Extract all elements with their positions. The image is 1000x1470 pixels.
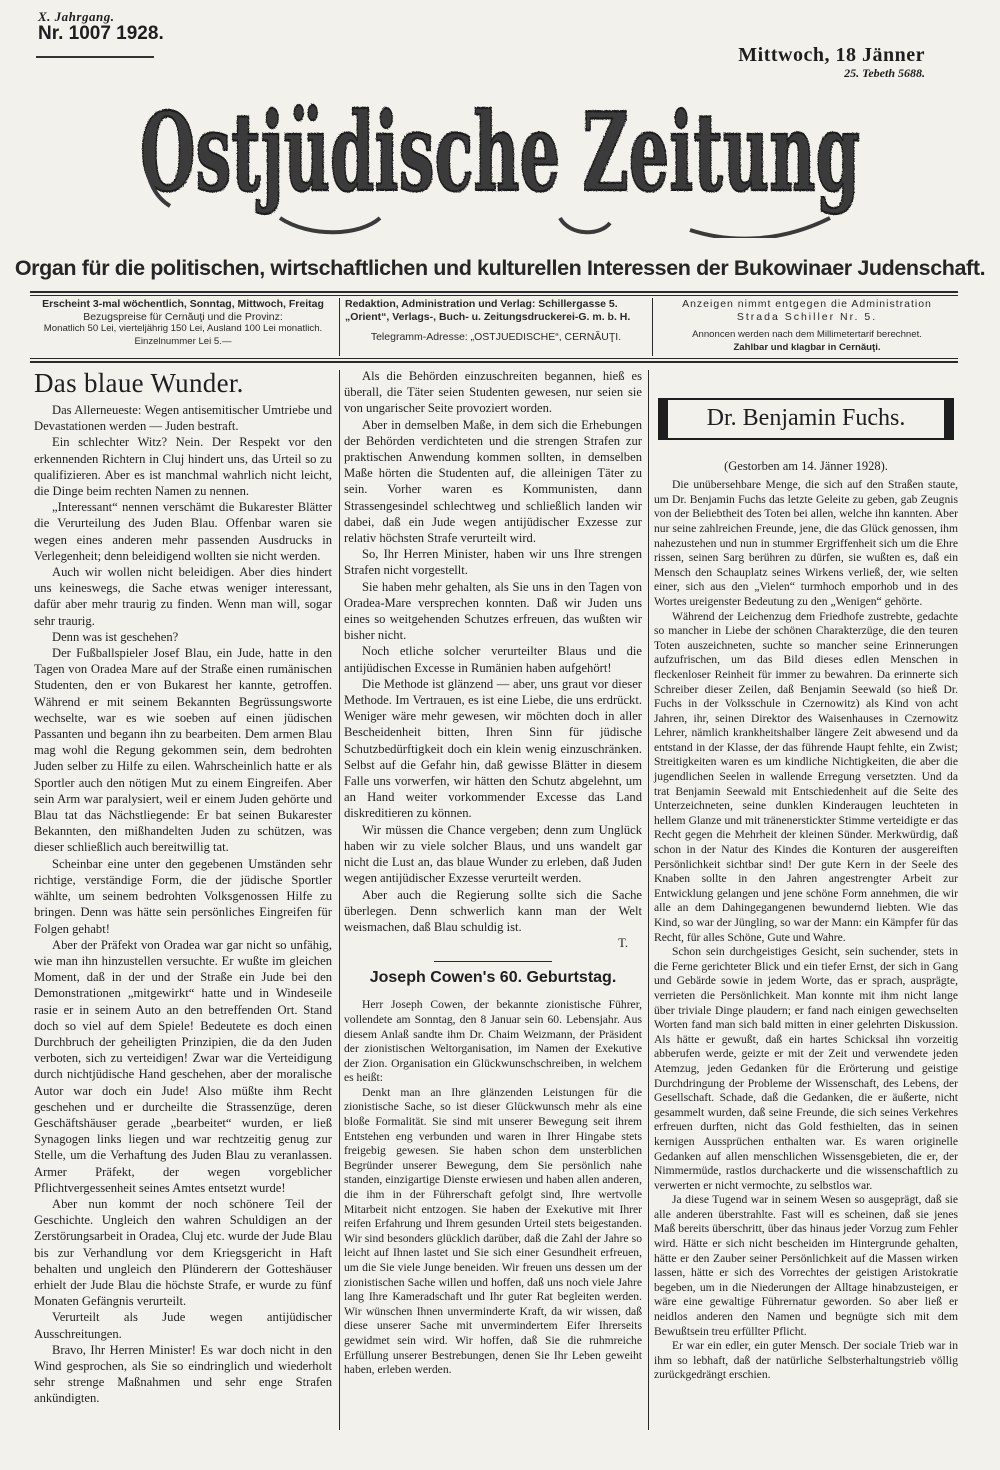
info-right-line-4: Zahlbar und klagbar in Cernăuţi.	[733, 341, 881, 353]
paragraph: Herr Joseph Cowen, der bekannte zionistische Führer, vollendete am Sonntag, den 8 Januar sein 60. Lebensjahr. Aus diesem Anlaß sandte ihm Dr. Chaim Weizmann, der Präsident der zionistischen Weltorganisation, im Namen der Exekutive der Zion. Organisation ein Glückwunschschreiben, in welchem es heißt:	[344, 998, 642, 1085]
volume-label: X. Jahrgang.	[38, 9, 115, 24]
paragraph: Aber auch die Regierung sollte sich die Sache überlegen. Denn schwerlich kann man der Welt weismachen, daß Blau schuldig ist.	[344, 887, 642, 934]
rule-bottom	[30, 361, 958, 363]
paragraph: Sie haben mehr gehalten, als Sie uns in den Tagen von Oradea-Mare versprechen konnten. Daß wir Juden uns eines so weitgehenden Schutzes erfreuen, das wußten wir bisher nicht.	[344, 579, 642, 643]
paragraph: Verurteilt als Jude wegen antijüdischer Ausschreitungen.	[34, 1310, 332, 1341]
paragraph: Aber in demselben Maße, in dem sich die Erhebungen der Behörden verdichteten und die strengen Strafen zur praktischen Anwendung kommen sollten, in demselben Maße hörten die Studenten auf, die alleinigen Täter zu sein. Vorher waren es Kommunisten, dann Strassengesindel schlechtweg und schließlich landen wir dabei, daß ein Jude wegen antijüdischer Exzesse zur relativ höchsten Strafe verurteilt wird.	[344, 417, 642, 546]
paragraph: Denkt man an Ihre glänzenden Leistungen für die zionistische Sache, so ist dieser Glückwunsch mehr als eine bloße Formalität. Sie sind mit unserer Bewegung seit ihrem Entstehen eng verbunden und waren in Ihrer Hingabe stets freigebig gewesen. Sie haben schon dem unsterblichen Begründer unserer Bewegung, dem Sie persönlich nahe standen, einzigartige Dienste erwiesen und haben allen anderen, die ihm in der Führerschaft gefolgt sind, Ihre wertvolle Mitarbeit nicht entzogen. Sie haben der Exekutive mit Ihrer reifen Erfahrung und Ihrem gesunden Urteil stets beigestanden. Wir sind besonders glücklich darüber, daß die Zahl der Jahre so leicht auf Ihnen lastet und Sie sich einer Gesundheit erfreuen, um die Sie viele Junge beneiden. Wir freuen uns dessen um der zionistischen Sache willen und hoffen, daß uns noch viele Jahre lang Ihre Kameradschaft und Ihr guter Rat begleiten werden. Wir wünschen Ihnen unverminderte Kraft, da wir wissen, daß diese unserer Sache mit unvermindertem Eifer Ihrerseits gewidmet sein wird. Wir hoffen, daß Sie die ruhmreiche Erfüllung unserer Bestrebungen, denen Sie Ihr Leben geweiht haben, erleben werden.	[344, 1085, 642, 1377]
info-right-line-2: Strada Schiller Nr. 5.	[736, 310, 878, 323]
info-divider-2	[652, 298, 653, 356]
issue-underline	[36, 56, 154, 58]
paragraph: Scheinbar eine unter den gegebenen Umständen sehr richtige, verständige Form, die der jüdische Sportler wählte, um seinem bedrohten Volksgenossen Hilfe zu bringen. Denn was hätte sein persönliches Eingreifen für Folgen gehabt!	[34, 856, 332, 936]
article-title-cowen: Joseph Cowen's 60. Geburtstag.	[369, 969, 617, 987]
issue-number: Nr. 1007 1928.	[38, 23, 164, 44]
article-title-fuchs: Dr. Benjamin Fuchs.	[658, 398, 954, 440]
paragraph: Ja diese Tugend war in seinem Wesen so ausgeprägt, daß sie alle anderen überstrahlte. Fast will es scheinen, daß sie jenes Maß bereits überschritt, über das hinaus jeder Vorzug zum Fehler wird. Hätte er sich nicht bescheiden im Hintergrunde gehalten, hätte er den Zauber seiner Persönlichkeit auf die Massen wirken lassen, hätte er sich des Vorrechtes der geistigen Aristokratie begeben, um in die Niederungen der Alltage hinabzusteigen, er wäre eine gewaltige Führernatur geworden. So aber ließ er neidlos anderen den Namen und begnügte sich mit dem Bewußtsein treu erfüllter Pflicht.	[654, 1193, 958, 1338]
info-left-line-2: Bezugspreise für Cernăuţi und die Provinz:	[83, 310, 283, 323]
info-middle-line-3: Telegramm-Adresse: „OSTJUEDISCHE“, CERNĂUŢI.	[370, 331, 622, 343]
paragraph: Ein schlechter Witz? Nein. Der Respekt vor den erkennenden Richtern in Cluj hindert uns, das Urteil so zu qualifizieren. Aber es ist manchmal wahrlich nicht leicht, die Dinge beim rechten Namen zu nennen.	[34, 435, 332, 499]
info-middle-line-1: Redaktion, Administration und Verlag: Schillergasse 5.	[345, 298, 618, 310]
masthead-flourish-bottom	[280, 218, 380, 232]
masthead-flourish-right	[690, 218, 830, 238]
article-separator	[434, 961, 552, 962]
paragraph: Aber der Präfekt von Oradea war gar nicht so unfähig, wie man ihn hinzustellen versuchte. Er wußte im gleichen Moment, daß in der und der Straße ein Jude bei den Demonstrationen „mitgewirkt“ hatte und in Windeseile rasie er in seinem Auto an den betreffenden Ort. Stand doch so viel auf dem Spiele! Bedeutete es doch einen Durchbruch der geheiligten Prinzipien, die da den Juden verboten, sich zu verteidigen! Zwar war die Verteidigung durch nichtjüdische Hand geschehen, aber der moralische Autor war doch ein Jude! Also müßte ihm Recht geschehen und er durcheilte die Strassenzüge, deren Geschäftshäuser gerade „bearbeitet“ wurden, er ließ Synagogen links liegen und war rechtzeitig genug zur Stelle, um die Verhaftung des Juden Blau zu veranlassen. Armer Präfekt, der wegen vorgeblicher Pflichtvergessenheit seines Amtes entsetzt wurde!	[34, 937, 332, 1195]
rule-bottom-thin	[30, 358, 958, 359]
paragraph: Auch wir wollen nicht beleidigen. Aber dies hindert uns keineswegs, die Sache etwas weniger interessant, dafür aber mehr traurig zu finden. Wenn man will, sogar sehr traurig.	[34, 565, 332, 628]
issue-date: Mittwoch, 18 Jänner	[738, 44, 925, 66]
column-3	[654, 380, 958, 1383]
paragraph: Denn was ist geschehen?	[52, 629, 179, 644]
date-block	[680, 44, 925, 80]
info-left-line-4: Einzelnummer Lei 5.—	[134, 335, 232, 347]
info-left-line-1: Erscheint 3-mal wöchentlich, Sonntag, Mittwoch, Freitag	[42, 298, 324, 310]
subscription-info	[32, 298, 334, 350]
article-subtitle-fuchs: (Gestorben am 14. Jänner 1928).	[724, 459, 888, 473]
paragraph: Noch etliche solcher verurteilter Blaus und die antijüdischen Excesse in Rumänien haben aufgehört!	[344, 644, 642, 675]
info-right-line-1: Anzeigen nimmt entgegen die Administration	[682, 298, 932, 310]
rule-top-thin	[30, 295, 958, 296]
advertising-info	[658, 298, 956, 353]
paragraph: Er war ein edler, ein guter Mensch. Der sociale Trieb war in ihm so lebhaft, daß der natürliche Selbsterhaltungstrieb völlig zurückgedrängt erschien.	[654, 1339, 958, 1382]
article-title-blaue-wunder: Das blaue Wunder.	[34, 368, 244, 398]
info-right-line-3: Annoncen werden nach dem Millimetertarif berechnet.	[692, 329, 922, 340]
paragraph: Während der Leichenzug dem Friedhofe zustrebte, gedachte so mancher in Liebe der schönen Charakterzüge, die den teuren Toten auszeichneten, suchte so mancher seine Erinnerungen aufzufrischen, um das Bild dieses edlen Menschen in fleckenloser Reinheit für immer zu bewahren. Da erinnerte sich Schreiber dieser Zeilen, daß Benjamin Seewald (so hieß Dr. Fuchs in der Volksschule in Czernowitz) als Kind von acht Jahren, ihr, seinen Direktor des Waisenhauses in Czernowitz Lehrer, nämlich krankheitshalber längere Zeit abwesend und da entstand in der Klasse, der das führende Haupt fehlte, ein Zwist; Streitigkeiten waren es um kindliche Nichtigkeiten, die aber die jugendlichen Seelen in wallende Erregung versetzten. Und da trat Benjamin Seewald mit Entschiedenheit auf die Seite des Unterzeichneten, seine dunklen Kinderaugen leuchteten in hellem Glanze und mit tränenerstickter Stimme verteidigte er das Recht gegen die Mehrheit der kleinen Sünder. Merkwürdig, daß schon in der Natur des Kindes die Konturen der ausgereiften Persönlichkeit sichtbar sind! Der gute Kern in der Seele des Knaben sollte in den Jahren angestrengter Arbeit zur Entwicklung gelangen und jene schöne Form annehmen, die wir alle an dem Dahingegangenen bewundernd liebten. Wie das Kind, so war der Jüngling, so war der Mann: ein Kämpfer für das Recht, für alles Schöne, Gute und Wahre.	[654, 609, 958, 944]
info-divider-1	[339, 298, 340, 356]
rule-top	[30, 291, 958, 293]
issue-block	[38, 10, 164, 44]
paragraph: Die Methode ist glänzend — aber, uns graut vor dieser Methode. Im Vertrauen, es ist eine Liebe, die uns erdrückt. Weniger wäre mehr gewesen, wir möchten doch in aller Bescheidenheit bitten, Ihren Sinn für jüdische Schutzbedürftigkeit doch ein klein wenig einzuschränken. Selbst auf die Gefahr hin, daß gewisse Blätter in diesem Falle uns vorwerfen, wir hätten den Schutz abgelehnt, um an Hand weiter vorkommender Excesse das Land diskreditieren zu können.	[344, 676, 642, 821]
hebrew-date: 25. Tebeth 5688.	[844, 66, 925, 80]
paragraph: Das Allerneueste: Wegen antisemitischer Umtriebe und Devastationen werden — Juden bestraft.	[34, 403, 332, 434]
paragraph: Aber nun kommt der noch schönere Teil der Geschichte. Ungleich den wahren Schuldigen an der Zerstörungsarbeit in Oradea, Cluj etc. wurde der Jude Blau bis zur Verhandlung vor dem Kriegsgericht in Haft behalten und ungleich den Plünderern der Gotteshäuser erhielt der Jude Blau die höchste Strafe, er wurde zu fünf Monaten Gefängnis verurteilt.	[34, 1196, 332, 1309]
info-left-line-3: Monatlich 50 Lei, vierteljährig 150 Lei, Ausland 100 Lei monatlich.	[43, 323, 323, 334]
info-middle-line-2: „Orient“, Verlags-, Buch- u. Zeitungsdruckerei-G. m. b. H.	[345, 310, 631, 323]
paragraph: Wir müssen die Chance vergeben; denn zum Unglück haben wir zu viele solcher Blaus, und uns wandelt gar nicht die Lust an, das blaue Wunder zu erleben, daß Juden wegen antijüdischer Exzesse verurteilt werden.	[344, 822, 642, 886]
editorial-info	[345, 298, 647, 350]
masthead-title: Ostjüdische Zeitung	[140, 90, 860, 216]
paragraph: Schon sein durchgeistiges Gesicht, sein suchender, stets in die Ferne gerichteter Blick und ein tiefer Ernst, der sich in Gang und Gebärde sowie in jedem Worte, das er sprach, ausprägte, verrieten die Persönlichkeit. Man konnte mit ihm nicht lange über triviale Dinge plaudern; er fand nach einigen gewechselten Worten fand man sich bald mitten in einer gelehrten Diskussion. Als hätte er gewußt, daß ein hartes Schicksal ihn vorzeitig abberufen werde, geizte er mit der Zeit und verwendete jeden Atemzug, jeden Gedanken für die Erörterung und geistige Durchdringung der Probleme der Wissenschaft, des Lebens, der Gesellschaft. Schade, daß die Gedanken, die er äußerte, nicht gesammelt wurden, daß seine Freunde, die sich seines Verkehres erfreuen durften, nicht das Gold festhielten, das in seinen kernigen Aussprüchen enthalten war. Es waren originelle Gedanken auf allen menschlichen Wissensgebieten, die er, der Nimmermüde, rastlos durchackerte und die wissenschaftlich zu verwerten er nicht vermochte, zu selbstlos war.	[654, 945, 958, 1192]
masthead-logo	[130, 78, 870, 238]
masthead	[130, 78, 870, 238]
paragraph: Bravo, Ihr Herren Minister! Es war doch nicht in den Wind gesprochen, als Sie so eindringlich und wiederholt sehr strenge Maßnahmen und sehr enge Strafen ankündigten.	[34, 1342, 332, 1406]
masthead-flourish-z	[560, 218, 610, 232]
paragraph: „Interessant“ nennen verschämt die Bukarester Blätter die Verurteilung des Juden Blau. Offenbar waren sie wegen eines anderen mehr passenden Ausdrucks in Verlegenheit; denn beleidigend wollten sie nicht werden.	[34, 500, 332, 563]
paragraph: Der Fußballspieler Josef Blau, ein Jude, hatte in den Tagen von Oradea Mare auf der Straße einen rumänischen Studenten, den er von Bukarest her kannte, getroffen. Während er mit seinem Bekannten Begrüssungsworte wechselte, war es wie soeben auf einen jüdischen Passanten und begann ihn zu bearbeiten. Dem armen Blau mag wohl die Regung gekommen sein, dem bedrohten Juden selber zu Hilfe zu eilen. Wahrscheinlich hatte er als Sportler auch den nötigen Mut zu einem Eingreifen. Aber sein Arm war paralysiert, weil er einem Juden gehörte und Blau tat das Nächstliegende: Er bat seinen Bukarester Bekannten, den mißhandelten Juden zu schützen, was dieser schließlich auch bereitwillig tat.	[34, 646, 332, 855]
masthead-subtitle: Organ für die politischen, wirtschaftlichen und kulturellen Interessen der Bukowinaer Judenschaft.	[14, 256, 986, 280]
paragraph: Die unübersehbare Menge, die sich auf den Straßen staute, um Dr. Benjamin Fuchs das letzte Geleite zu geben, gab Zeugnis von der Beliebtheit des Toten bei allen, welche ihn kannten. Aber nur seine zahlreichen Freunde, jene, die das Glück genossen, ihm nahezustehen und nun in stummer Ergriffenheit sich um die Ehre rissen, seinen Sarg berühren zu dürfen, sie wußten es, daß ein Mensch den Schauplatz seines Wirkens verließ, der, wie selten einer, sich aus den „Vielen“ turmhoch emporhob und in des Wortes ureigenster Bedeutung zu den „Wenigen“ gehörte.	[654, 478, 958, 608]
column-divider-2	[648, 370, 649, 1430]
paragraph: Als die Behörden einzuschreiten begannen, hieß es überall, die Täter seien Studenten gewesen, nur seien sie von ungarischer Seite provoziert worden.	[344, 369, 642, 416]
column-divider-1	[339, 370, 340, 1430]
column-2	[344, 368, 642, 1378]
column-1	[34, 368, 332, 1407]
article-signature: T.	[618, 936, 628, 951]
paragraph: So, Ihr Herren Minister, haben wir uns Ihre strengen Strafen nicht vorgestellt.	[344, 547, 642, 578]
